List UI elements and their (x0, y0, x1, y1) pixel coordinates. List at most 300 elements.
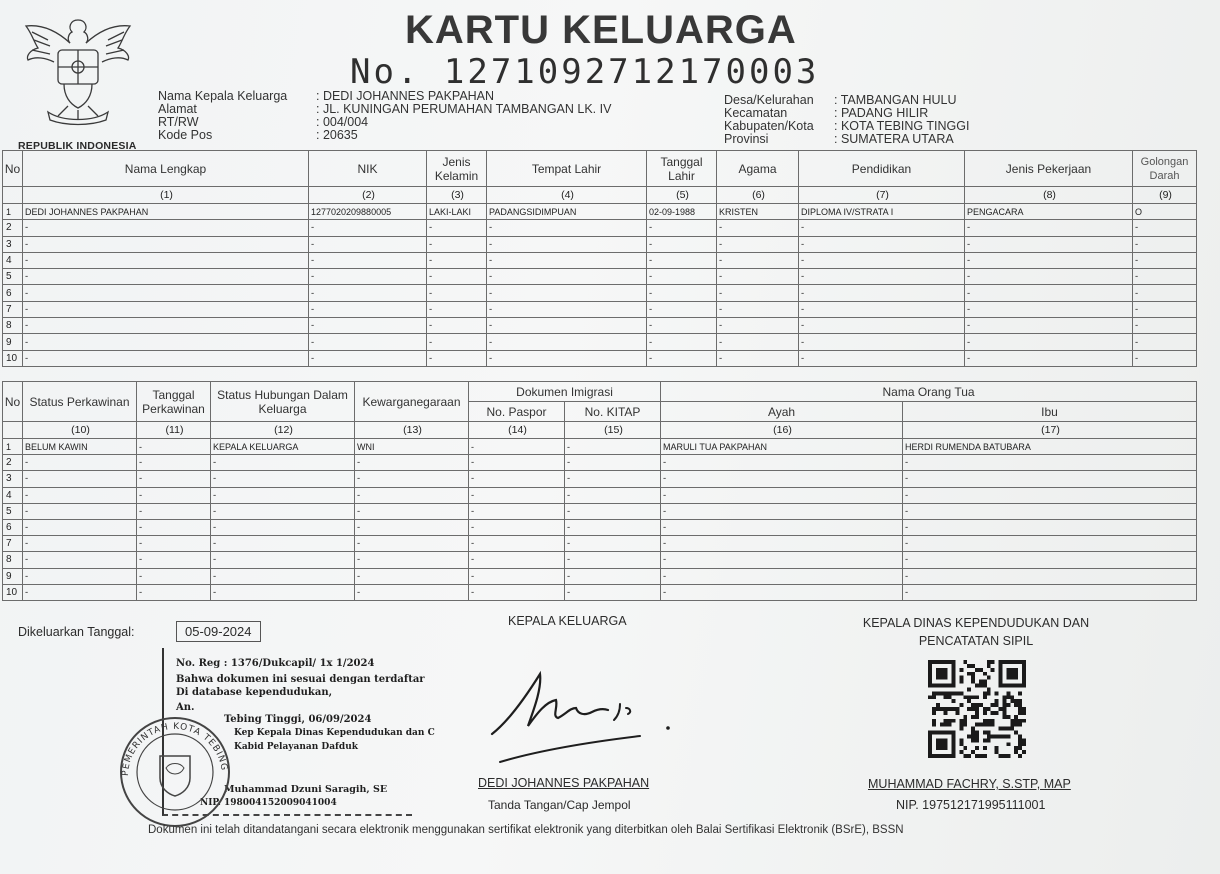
table-cell: - (355, 471, 469, 487)
stamp-line: Muhammad Dzuni Saragih, SE (224, 784, 388, 795)
table-cell: - (23, 584, 137, 600)
table-cell: 02-09-1988 (647, 204, 717, 220)
index-cell: (1) (23, 187, 309, 204)
table-cell: - (903, 487, 1197, 503)
table-cell: - (717, 269, 799, 285)
table-cell: - (211, 536, 355, 552)
stamp-line: Kabid Pelayanan Dafduk (234, 742, 358, 752)
table-cell: - (427, 269, 487, 285)
row-number-cell: 8 (3, 318, 23, 334)
table-cell: - (487, 252, 647, 268)
table-cell: - (717, 285, 799, 301)
table-row (3, 318, 1197, 334)
index-cell: (6) (717, 187, 799, 204)
table-cell: - (565, 503, 661, 519)
table-cell: - (965, 285, 1133, 301)
row-number-cell: 4 (3, 487, 23, 503)
table-row (3, 252, 1197, 268)
table-cell: - (355, 519, 469, 535)
col-header: Kewarganegaraan (355, 382, 469, 422)
table-cell: - (211, 455, 355, 471)
table-row (3, 568, 1197, 584)
row-number-cell: 2 (3, 455, 23, 471)
table-cell: - (487, 301, 647, 317)
table-cell: - (355, 487, 469, 503)
table-cell: - (211, 503, 355, 519)
table-row (3, 334, 1197, 350)
table-cell: - (965, 252, 1133, 268)
col-header: No. KITAP (565, 402, 661, 422)
table-cell: - (661, 568, 903, 584)
table-cell: - (487, 318, 647, 334)
table-cell: - (647, 334, 717, 350)
table-cell: - (565, 584, 661, 600)
stamp-line: NIP. 198004152009041004 (200, 798, 337, 808)
table-cell: - (661, 519, 903, 535)
qr-code-icon (928, 660, 1026, 758)
table-cell: DEDI JOHANNES PAKPAHAN (23, 204, 309, 220)
table-cell: - (799, 236, 965, 252)
table-cell: - (965, 350, 1133, 366)
col-header: Dokumen Imigrasi (469, 382, 661, 402)
index-cell: (2) (309, 187, 427, 204)
kepala-dinas-name: MUHAMMAD FACHRY, S.STP, MAP (868, 777, 1071, 791)
table-cell: - (487, 236, 647, 252)
issued-label: Dikeluarkan Tanggal: (18, 625, 135, 639)
stamp-line: Tebing Tinggi, 06/09/2024 (224, 714, 372, 725)
table-cell: - (799, 269, 965, 285)
table-cell: PADANGSIDIMPUAN (487, 204, 647, 220)
table-cell: - (965, 318, 1133, 334)
table-cell: - (1133, 285, 1197, 301)
header-value: : KOTA TEBING TINGGI (834, 119, 970, 133)
table-cell: - (799, 334, 965, 350)
stamp-line: Bahwa dokumen ini sesuai dengan terdaftar (176, 674, 425, 685)
index-cell: (16) (661, 422, 903, 439)
page-title: KARTU KELUARGA (405, 8, 797, 52)
table-cell: - (799, 350, 965, 366)
table-cell: - (355, 584, 469, 600)
table1-body (3, 187, 1197, 367)
table-cell: - (799, 252, 965, 268)
table-cell: - (469, 487, 565, 503)
table-cell: - (137, 455, 211, 471)
row-number-cell: 9 (3, 568, 23, 584)
table-cell: - (137, 503, 211, 519)
table-cell: - (211, 519, 355, 535)
index-cell (3, 187, 23, 204)
table-cell: - (799, 301, 965, 317)
col-header: Tanggal Lahir (647, 151, 717, 187)
table-cell: - (355, 536, 469, 552)
row-number-cell: 9 (3, 334, 23, 350)
table-cell: - (661, 552, 903, 568)
table2-body (3, 422, 1197, 601)
col-header: Ayah (661, 402, 903, 422)
table-cell: - (211, 471, 355, 487)
table-cell: - (469, 536, 565, 552)
table-cell: - (647, 350, 717, 366)
table-cell: - (799, 318, 965, 334)
table-cell: - (903, 568, 1197, 584)
table-cell: - (23, 471, 137, 487)
table-cell: O (1133, 204, 1197, 220)
table-cell: - (799, 220, 965, 236)
row-number-cell: 1 (3, 204, 23, 220)
table-cell: - (23, 503, 137, 519)
index-row (3, 187, 1197, 204)
table-cell: - (903, 471, 1197, 487)
table-cell: - (23, 301, 309, 317)
table-cell: - (427, 318, 487, 334)
index-cell: (13) (355, 422, 469, 439)
table-cell: - (23, 536, 137, 552)
table-cell: - (799, 285, 965, 301)
kepala-keluarga-label: KEPALA KELUARGA (508, 614, 627, 628)
row-number-cell: 3 (3, 471, 23, 487)
col-header: No. Paspor (469, 402, 565, 422)
table-cell: - (717, 350, 799, 366)
table-row (3, 269, 1197, 285)
col-header: Ibu (903, 402, 1197, 422)
table-cell: - (23, 455, 137, 471)
table-cell: - (903, 503, 1197, 519)
header-value: : JL. KUNINGAN PERUMAHAN TAMBANGAN LK. IV (316, 102, 612, 116)
stamp-line: An. (176, 702, 195, 713)
index-cell: (9) (1133, 187, 1197, 204)
table-cell: - (469, 455, 565, 471)
table-cell: - (1133, 301, 1197, 317)
row-number-cell: 5 (3, 503, 23, 519)
table-cell: - (717, 236, 799, 252)
table-cell: - (717, 220, 799, 236)
table-row (3, 439, 1197, 455)
header-value: : SUMATERA UTARA (834, 132, 954, 146)
signature-icon (480, 650, 680, 770)
table-cell: - (137, 439, 211, 455)
table-row (3, 487, 1197, 503)
table-cell: - (211, 584, 355, 600)
table-cell: - (565, 519, 661, 535)
index-cell: (10) (23, 422, 137, 439)
table-cell: - (661, 487, 903, 503)
table-cell: - (903, 519, 1197, 535)
table-cell: - (137, 487, 211, 503)
kepala-keluarga-name: DEDI JOHANNES PAKPAHAN (478, 776, 650, 790)
table-cell: - (23, 220, 309, 236)
table-row (3, 236, 1197, 252)
table-cell: - (1133, 318, 1197, 334)
footer-note: Dokumen ini telah ditandatangani secara elektronik menggunakan sertifikat elektronik yang diterbitkan oleh Balai Sertifikasi Elektronik (BSrE), BSSN (148, 824, 904, 836)
table-cell: - (309, 350, 427, 366)
header-label: Kode Pos (158, 128, 213, 142)
table-cell: MARULI TUA PAKPAHAN (661, 439, 903, 455)
table-cell: - (309, 252, 427, 268)
table-cell: - (355, 568, 469, 584)
table-cell: WNI (355, 439, 469, 455)
table-cell: - (355, 455, 469, 471)
table-cell: - (661, 471, 903, 487)
table-row (3, 220, 1197, 236)
row-number-cell: 8 (3, 552, 23, 568)
table-cell: - (647, 318, 717, 334)
table-cell: - (487, 269, 647, 285)
table-row (3, 455, 1197, 471)
col-header: Tanggal Perkawinan (137, 382, 211, 422)
table-cell: - (487, 350, 647, 366)
table-cell: - (903, 536, 1197, 552)
table-cell: - (23, 552, 137, 568)
header-label: Nama Kepala Keluarga (158, 89, 288, 103)
table-cell: - (427, 285, 487, 301)
table-cell: - (23, 568, 137, 584)
table-cell: - (965, 334, 1133, 350)
table-row (3, 503, 1197, 519)
table-cell: PENGACARA (965, 204, 1133, 220)
table-cell: - (1133, 252, 1197, 268)
table-cell: - (661, 503, 903, 519)
header-label: Desa/Kelurahan (724, 93, 814, 107)
table-cell: - (137, 471, 211, 487)
col-header: Jenis Pekerjaan (965, 151, 1133, 187)
header-label: Kabupaten/Kota (724, 119, 814, 133)
table-cell: - (211, 487, 355, 503)
row-number-cell: 3 (3, 236, 23, 252)
table-cell: - (647, 285, 717, 301)
table-cell: - (487, 220, 647, 236)
col-header: Status Perkawinan (23, 382, 137, 422)
table-cell: - (565, 552, 661, 568)
header-left-info (158, 90, 611, 142)
table-cell: - (565, 471, 661, 487)
index-cell: (8) (965, 187, 1133, 204)
table-cell: - (137, 519, 211, 535)
table-cell: - (309, 301, 427, 317)
table-cell: - (717, 318, 799, 334)
issued-date: 05-09-2024 (176, 621, 261, 642)
kepala-dinas-nip: NIP. 197512171995111001 (896, 798, 1046, 812)
table-cell: KEPALA KELUARGA (211, 439, 355, 455)
family-status-table (2, 381, 1197, 601)
index-cell: (3) (427, 187, 487, 204)
table-cell: - (565, 487, 661, 503)
table-cell: - (965, 236, 1133, 252)
table-cell: - (355, 503, 469, 519)
table-cell: - (469, 503, 565, 519)
table-row (3, 350, 1197, 366)
index-cell: (15) (565, 422, 661, 439)
table-cell: - (661, 455, 903, 471)
table-cell: - (137, 536, 211, 552)
table-cell: - (965, 269, 1133, 285)
table-cell: - (661, 536, 903, 552)
table-cell: - (469, 439, 565, 455)
header-value: : PADANG HILIR (834, 106, 929, 120)
table-cell: - (309, 220, 427, 236)
table-cell: - (1133, 236, 1197, 252)
table-row (3, 285, 1197, 301)
header-label: Kecamatan (724, 106, 788, 120)
row-number-cell: 6 (3, 519, 23, 535)
row-number-cell: 1 (3, 439, 23, 455)
table-cell: - (565, 455, 661, 471)
table-cell: - (565, 439, 661, 455)
table-cell: - (427, 220, 487, 236)
header-value: : DEDI JOHANNES PAKPAHAN (316, 89, 495, 103)
col-header: No (3, 151, 23, 187)
index-cell: (14) (469, 422, 565, 439)
table-cell: - (427, 236, 487, 252)
signature-caption: Tanda Tangan/Cap Jempol (488, 798, 631, 812)
table-cell: - (1133, 350, 1197, 366)
row-number-cell: 10 (3, 350, 23, 366)
table-cell: - (23, 519, 137, 535)
table-cell: - (903, 584, 1197, 600)
index-cell: (11) (137, 422, 211, 439)
header-label: RT/RW (158, 115, 199, 129)
row-number-cell: 7 (3, 536, 23, 552)
table-cell: - (469, 568, 565, 584)
table-cell: - (23, 285, 309, 301)
col-header: Agama (717, 151, 799, 187)
table-cell: - (309, 334, 427, 350)
table-cell: KRISTEN (717, 204, 799, 220)
table-cell: - (487, 285, 647, 301)
index-cell: (5) (647, 187, 717, 204)
republik-indonesia-label: REPUBLIK INDONESIA (18, 140, 137, 152)
table-cell: - (661, 584, 903, 600)
header-value: : TAMBANGAN HULU (834, 93, 957, 107)
row-number-cell: 5 (3, 269, 23, 285)
index-cell: (12) (211, 422, 355, 439)
table-cell: - (717, 334, 799, 350)
stamp-line: Kep Kepala Dinas Kependudukan dan C (234, 728, 435, 738)
table-cell: - (23, 252, 309, 268)
index-row (3, 422, 1197, 439)
table-cell: - (487, 334, 647, 350)
table-cell: - (647, 252, 717, 268)
col-header: Nama Orang Tua (661, 382, 1197, 402)
table-cell: - (717, 301, 799, 317)
table-cell: - (647, 269, 717, 285)
table-cell: - (647, 301, 717, 317)
stamp-line: No. Reg : 1376/Dukcapil/ 1x 1/2024 (176, 658, 375, 669)
table-cell: - (469, 471, 565, 487)
index-cell: (7) (799, 187, 965, 204)
table-cell: - (309, 318, 427, 334)
col-header: NIK (309, 151, 427, 187)
kepala-dinas-label: KEPALA DINAS KEPENDUDUKAN DAN PENCATATAN SIPIL (862, 616, 1090, 648)
table-cell: - (23, 236, 309, 252)
table-row (3, 301, 1197, 317)
table-cell: - (1133, 334, 1197, 350)
table-row (3, 584, 1197, 600)
table-row (3, 552, 1197, 568)
table-row (3, 536, 1197, 552)
stamp-line: Di database kependudukan, (176, 687, 333, 698)
table-cell: - (1133, 269, 1197, 285)
table-cell: - (309, 236, 427, 252)
kk-number: No. 1271092712170003 (350, 52, 820, 92)
row-number-cell: 2 (3, 220, 23, 236)
col-header: Nama Lengkap (23, 151, 309, 187)
seal-text: PEMERINTAH KOTA TEBING (120, 721, 229, 777)
table-cell: - (23, 318, 309, 334)
table-row (3, 471, 1197, 487)
table-cell: - (427, 252, 487, 268)
table-cell: - (565, 536, 661, 552)
header-right-info (724, 94, 969, 146)
table-cell: - (23, 334, 309, 350)
table-cell: - (903, 552, 1197, 568)
table-cell: - (965, 220, 1133, 236)
row-number-cell: 4 (3, 252, 23, 268)
header-value: : 004/004 (316, 115, 369, 129)
header-label: Alamat (158, 102, 197, 116)
row-number-cell: 6 (3, 285, 23, 301)
garuda-emblem-icon (18, 12, 148, 140)
col-header: No (3, 382, 23, 422)
col-header: Tempat Lahir (487, 151, 647, 187)
table-cell: HERDI RUMENDA BATUBARA (903, 439, 1197, 455)
col-header: Status Hubungan Dalam Keluarga (211, 382, 355, 422)
table-cell: - (647, 236, 717, 252)
table-cell: - (309, 285, 427, 301)
table-cell: - (211, 552, 355, 568)
table-cell: - (427, 350, 487, 366)
table-row (3, 204, 1197, 220)
table-cell: - (469, 584, 565, 600)
table-cell: - (427, 301, 487, 317)
table-cell: - (23, 269, 309, 285)
col-header: Golongan Darah (1133, 151, 1197, 187)
table-cell: - (427, 334, 487, 350)
table-cell: - (137, 584, 211, 600)
col-header: Pendidikan (799, 151, 965, 187)
table-cell: - (309, 269, 427, 285)
table-cell: - (965, 301, 1133, 317)
col-header: Jenis Kelamin (427, 151, 487, 187)
table-cell: BELUM KAWIN (23, 439, 137, 455)
table-cell: - (137, 568, 211, 584)
table-cell: DIPLOMA IV/STRATA I (799, 204, 965, 220)
family-members-table (2, 150, 1197, 367)
table-cell: - (565, 568, 661, 584)
table-cell: LAKI-LAKI (427, 204, 487, 220)
table-cell: - (355, 552, 469, 568)
table-cell: - (211, 568, 355, 584)
table-cell: - (903, 455, 1197, 471)
official-seal-icon (110, 712, 240, 828)
table-row (3, 519, 1197, 535)
index-cell: (4) (487, 187, 647, 204)
table-cell: - (469, 552, 565, 568)
table-cell: - (23, 487, 137, 503)
row-number-cell: 10 (3, 584, 23, 600)
table-cell: - (137, 552, 211, 568)
table-cell: - (647, 220, 717, 236)
index-cell (3, 422, 23, 439)
index-cell: (17) (903, 422, 1197, 439)
header-value: : 20635 (316, 128, 358, 142)
table-cell: - (23, 350, 309, 366)
table-cell: - (469, 519, 565, 535)
row-number-cell: 7 (3, 301, 23, 317)
header-label: Provinsi (724, 132, 769, 146)
table-cell: - (1133, 220, 1197, 236)
table-cell: - (717, 252, 799, 268)
table-cell: 1277020209880005 (309, 204, 427, 220)
